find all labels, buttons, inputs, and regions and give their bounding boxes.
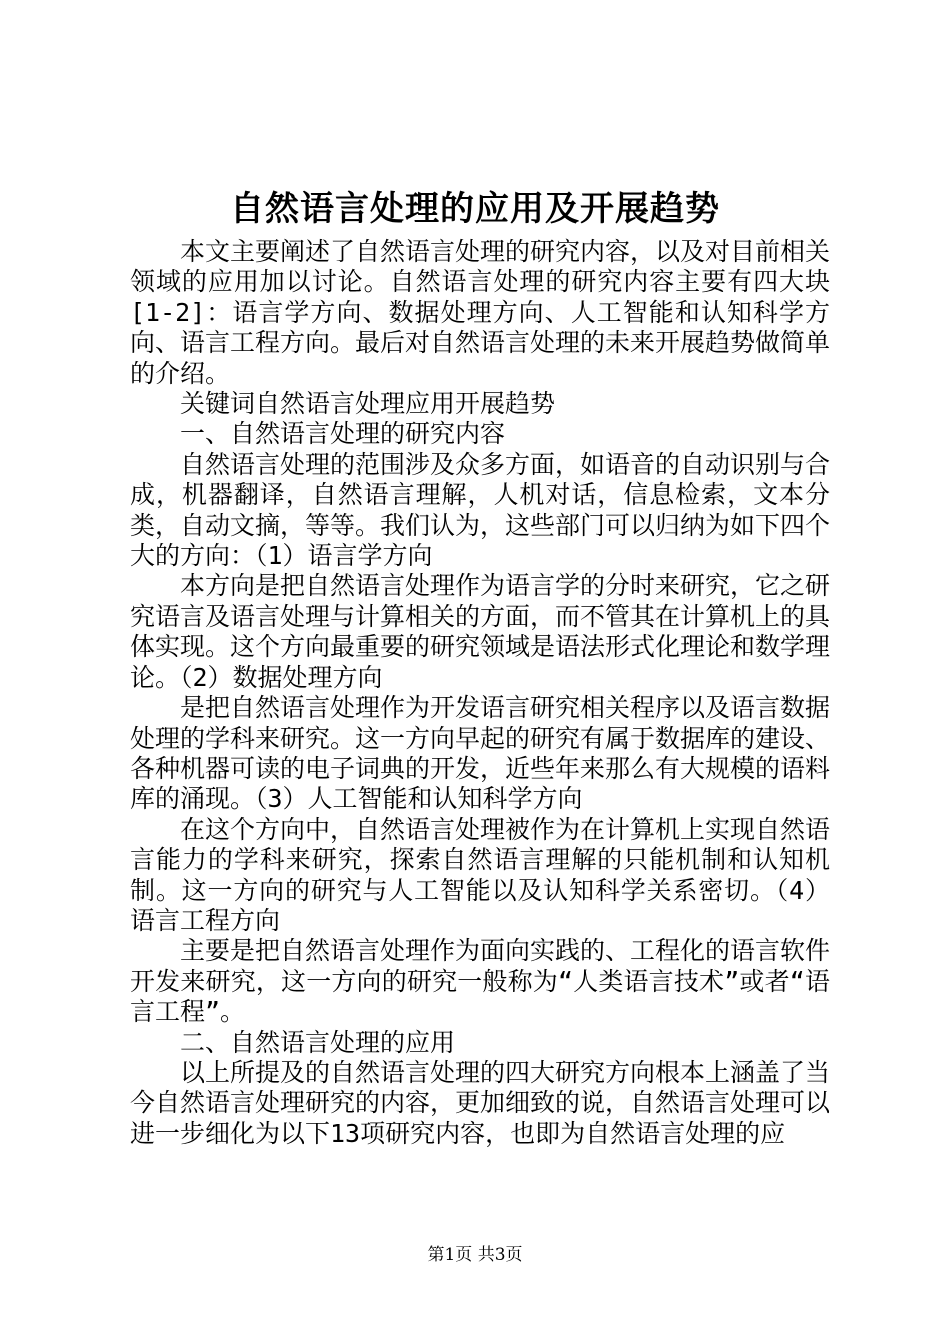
body-paragraph: 在这个方向中，自然语言处理被作为在计算机上实现自然语言能力的学科来研究，探索自然语言理解的只能机制和认知机制。这一方向的研究与人工智能以及认知科学关系密切。（4）语言工程方向 bbox=[130, 814, 831, 935]
body-paragraph: 是把自然语言处理作为开发语言研究相关程序以及语言数据处理的学科来研究。这一方向早起的研究有属于数据库的建设、各种机器可读的电子词典的开发，近些年来那么有大规模的语料库的涌现。（3）人工智能和认知科学方向 bbox=[130, 693, 831, 814]
page-title: 自然语言处理的应用及开展趋势 bbox=[230, 189, 720, 229]
body-paragraph: 自然语言处理的范围涉及众多方面，如语音的自动识别与合成，机器翻译，自然语言理解，人机对话，信息检索，文本分类，自动文摘，等等。我们认为，这些部门可以归纳为如下四个大的方向：（1）语言学方向 bbox=[130, 449, 831, 571]
keywords-paragraph: 关键词自然语言处理应用开展趋势 bbox=[180, 389, 556, 419]
body-paragraph: 以上所提及的自然语言处理的四大研究方向根本上涵盖了当今自然语言处理研究的内容，更加细致的说，自然语言处理可以进一步细化为以下13项研究内容，也即为自然语言处理的应 bbox=[130, 1057, 831, 1148]
abstract-paragraph: 本文主要阐述了自然语言处理的研究内容，以及对目前相关领域的应用加以讨论。自然语言处理的研究内容主要有四大块[1-2]：语言学方向、数据处理方向、人工智能和认知科学方向、语言工程方向。最后对自然语言处理的未来开展趋势做简单的介绍。 bbox=[130, 237, 831, 388]
body-paragraph: 主要是把自然语言处理作为面向实践的、工程化的语言软件开发来研究，这一方向的研究一般称为“人类语言技术”或者“语言工程”。 bbox=[130, 936, 831, 1027]
section-heading-2: 二、自然语言处理的应用 bbox=[180, 1027, 456, 1057]
section-heading-1: 一、自然语言处理的研究内容 bbox=[180, 419, 506, 449]
document-body bbox=[130, 237, 830, 1149]
page-footer: 第1页 共3页 bbox=[427, 1245, 523, 1265]
body-paragraph: 本方向是把自然语言处理作为语言学的分时来研究，它之研究语言及语言处理与计算相关的方面，而不管其在计算机上的具体实现。这个方向最重要的研究领域是语法形式化理论和数学理论。（2）数据处理方向 bbox=[130, 571, 831, 692]
